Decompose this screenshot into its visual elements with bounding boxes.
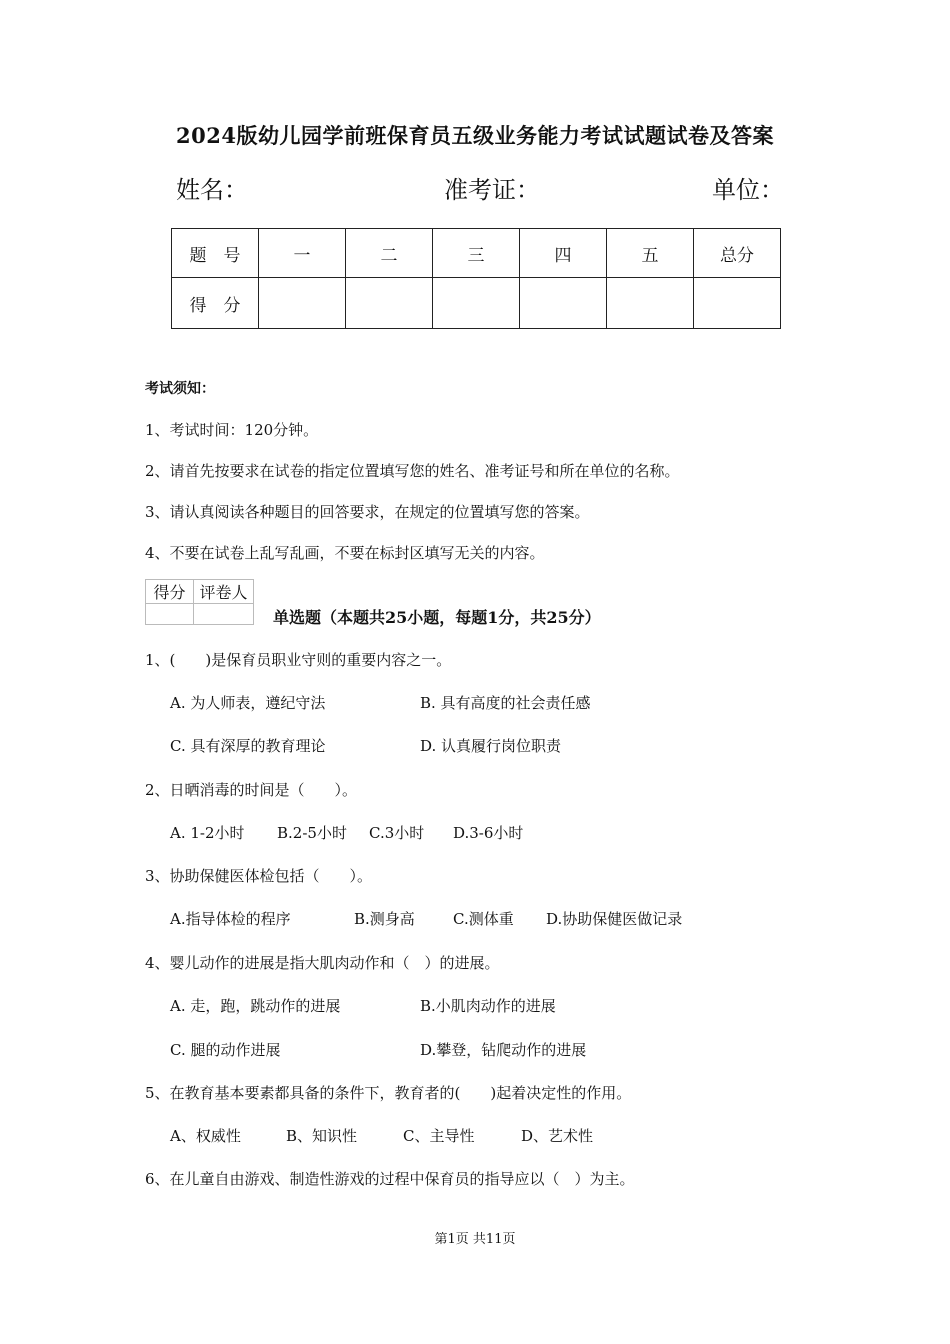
score-table-header-row (172, 229, 781, 278)
question-option: B、知识性 (286, 1127, 358, 1145)
question-option: A.指导体检的程序 (170, 910, 291, 928)
question-option: D.协助保健医做记录 (546, 910, 683, 928)
grader-table-grader-label: 评卷人 (194, 580, 254, 604)
question-option: B.2-5小时 (277, 824, 347, 842)
score-cell-2[interactable] (346, 278, 433, 329)
exam-id-field-label: 准考证： (444, 176, 540, 204)
question-stem: 2、日晒消毒的时间是（ ）。 (145, 781, 358, 799)
question-option: A. 1-2小时 (170, 824, 245, 842)
score-header-3: 三 (433, 229, 520, 278)
question-option: A. 为人师表，遵纪守法 (170, 694, 326, 712)
question-option: B.测身高 (354, 910, 415, 928)
question-option: D. 认真履行岗位职责 (420, 737, 562, 755)
grader-table-grader-cell[interactable] (194, 604, 254, 625)
page-footer: 第1页 共11页 (434, 1232, 516, 1247)
notice-item: 4、不要在试卷上乱写乱画，不要在标封区填写无关的内容。 (145, 544, 545, 562)
score-header-total: 总分 (694, 229, 781, 278)
unit-field-label: 单位： (712, 176, 784, 204)
page-title: 2024版幼儿园学前班保育员五级业务能力考试试题试卷及答案 (176, 123, 774, 148)
score-cell-1[interactable] (259, 278, 346, 329)
score-cell-5[interactable] (607, 278, 694, 329)
score-cell-total[interactable] (694, 278, 781, 329)
question-option: A. 走，跑，跳动作的进展 (170, 997, 341, 1015)
grader-table-score-label: 得分 (146, 580, 194, 604)
notice-item: 1、考试时间：120分钟。 (145, 421, 319, 439)
section-title: 单选题（本题共25小题，每题1分，共25分） (273, 608, 601, 627)
question-stem: 5、在教育基本要素都具备的条件下，教育者的( )起着决定性的作用。 (145, 1084, 632, 1102)
question-option: C. 具有深厚的教育理论 (170, 737, 326, 755)
notice-item: 3、请认真阅读各种题目的回答要求，在规定的位置填写您的答案。 (145, 503, 590, 521)
score-cell-4[interactable] (520, 278, 607, 329)
notice-heading: 考试须知： (145, 381, 215, 397)
question-stem: 3、协助保健医体检包括（ ）。 (145, 867, 373, 885)
score-table-score-row (172, 278, 781, 329)
question-stem: 6、在儿童自由游戏、制造性游戏的过程中保育员的指导应以（ ）为主。 (145, 1170, 635, 1188)
question-option: C.3小时 (369, 824, 425, 842)
grader-table-score-cell[interactable] (146, 604, 194, 625)
question-option: C. 腿的动作进展 (170, 1041, 281, 1059)
question-stem: 1、( )是保育员职业守则的重要内容之一。 (145, 651, 452, 669)
notice-item: 2、请首先按要求在试卷的指定位置填写您的姓名、准考证号和所在单位的名称。 (145, 462, 680, 480)
question-option: C.测体重 (453, 910, 514, 928)
question-option: A、权威性 (170, 1127, 241, 1145)
question-option: D、艺术性 (521, 1127, 594, 1145)
score-header-label: 题 号 (172, 229, 259, 278)
score-header-2: 二 (346, 229, 433, 278)
score-header-1: 一 (259, 229, 346, 278)
score-row-label: 得 分 (172, 278, 259, 329)
score-cell-3[interactable] (433, 278, 520, 329)
question-option: B.小肌肉动作的进展 (420, 997, 556, 1015)
grader-table (145, 579, 254, 625)
question-stem: 4、婴儿动作的进展是指大肌肉动作和（ ）的进展。 (145, 954, 500, 972)
question-option: D.3-6小时 (453, 824, 524, 842)
question-option: B. 具有高度的社会责任感 (420, 694, 591, 712)
question-option: D.攀登，钻爬动作的进展 (420, 1041, 587, 1059)
question-option: C、主导性 (403, 1127, 475, 1145)
score-table (171, 228, 781, 329)
score-header-5: 五 (607, 229, 694, 278)
name-field-label: 姓名： (176, 176, 248, 204)
score-header-4: 四 (520, 229, 607, 278)
